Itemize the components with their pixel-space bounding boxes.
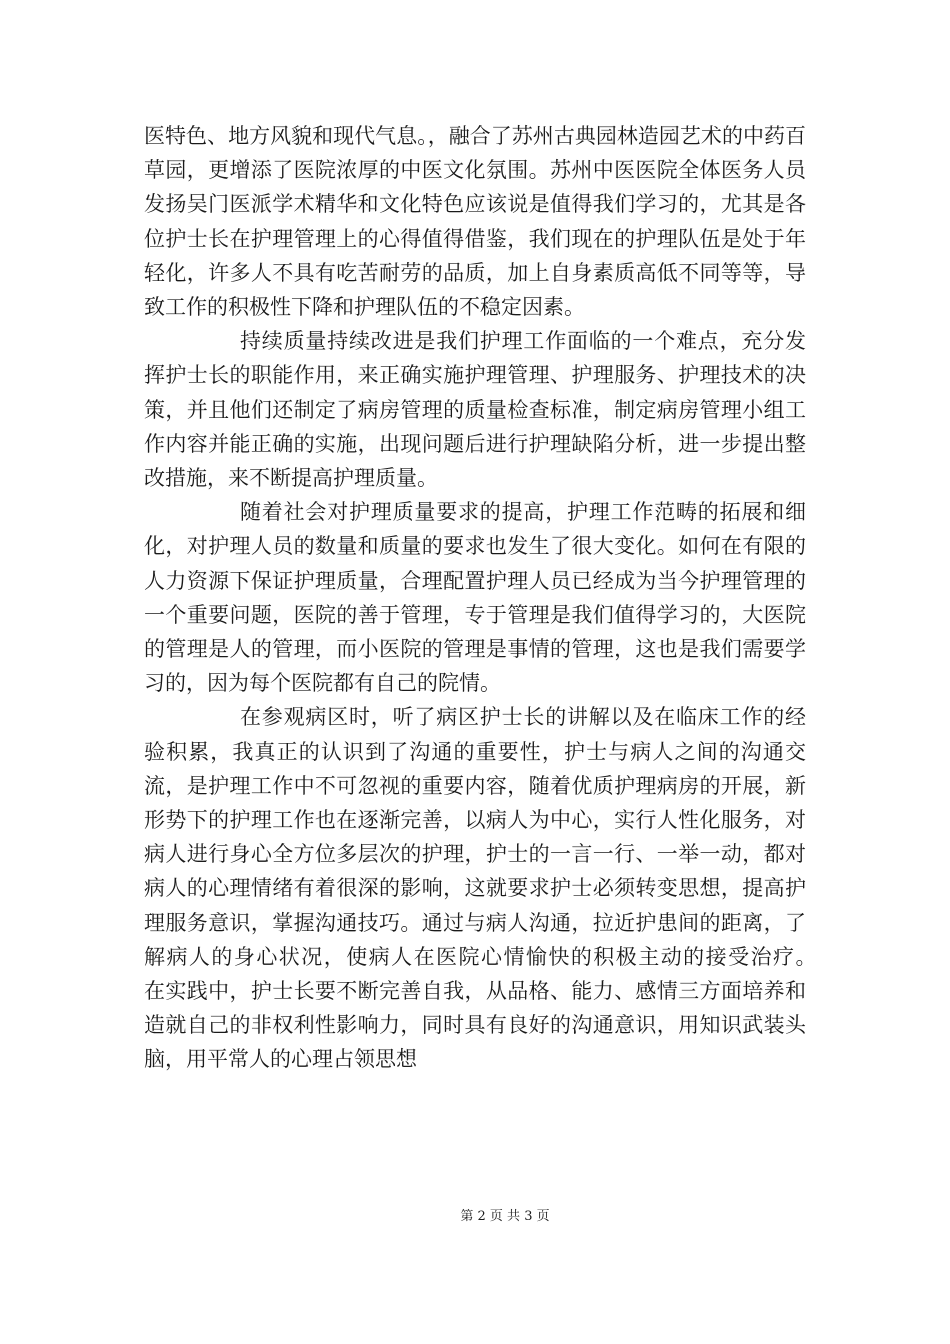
page-footer xyxy=(0,1205,950,1224)
paragraph-3: 随着社会对护理质量要求的提高，护理工作范畴的拓展和细化，对护理人员的数量和质量的要求也发生了很大变化。如何在有限的人力资源下保证护理质量，合理配置护理人员已经成为当今护理管理的一个重要问题，医院的善于管理，专于管理是我们值得学习的，大医院的管理是人的管理，而小医院的管理是事情的管理，这也是我们需要学习的，因为每个医院都有自己的院情。 xyxy=(144,500,806,696)
paragraph-1: 医特色、地方风貌和现代气息。，融合了苏州古典园林造园艺术的中药百草园，更增添了医院浓厚的中医文化氛围。苏州中医医院全体医务人员发扬吴门医派学术精华和文化特色应该说是值得我们学习的，尤其是各位护士长在护理管理上的心得值得借鉴，我们现在的护理队伍是处于年轻化，许多人不具有吃苦耐劳的品质，加上自身素质高低不同等等，导致工作的积极性下降和护理队伍的不稳定因素。 xyxy=(144,124,806,320)
document-body xyxy=(144,119,848,1077)
paragraph-4: 在参观病区时，听了病区护士长的讲解以及在临床工作的经验积累，我真正的认识到了沟通的重要性，护士与病人之间的沟通交流，是护理工作中不可忽视的重要内容，随着优质护理病房的开展，新形势下的护理工作也在逐渐完善，以病人为中心，实行人性化服务，对病人进行身心全方位多层次的护理，护士的一言一行、一举一动，都对病人的心理情绪有着很深的影响，这就要求护士必须转变思想，提高护理服务意识，掌握沟通技巧。通过与病人沟通，拉近护患间的距离，了解病人的身心状况，使病人在医院心情愉快的积极主动的接受治疗。 在实践中，护士长要不断完善自我，从品格、能力、感情三方面培养和造就自己的非权利性影响力，同时具有良好的沟通意识，用知识武装头脑，用平常人的心理占领思想 xyxy=(144,705,848,1072)
page-number: 第 2 页 共 3 页 xyxy=(460,1209,550,1224)
paragraph-2: 持续质量持续改进是我们护理工作面临的一个难点，充分发挥护士长的职能作用，来正确实施护理管理、护理服务、护理技术的决策，并且他们还制定了病房管理的质量检查标准，制定病房管理小组工作内容并能正确的实施，出现问题后进行护理缺陷分析，进一步提出整改措施，来不断提高护理质量。 xyxy=(144,329,806,491)
